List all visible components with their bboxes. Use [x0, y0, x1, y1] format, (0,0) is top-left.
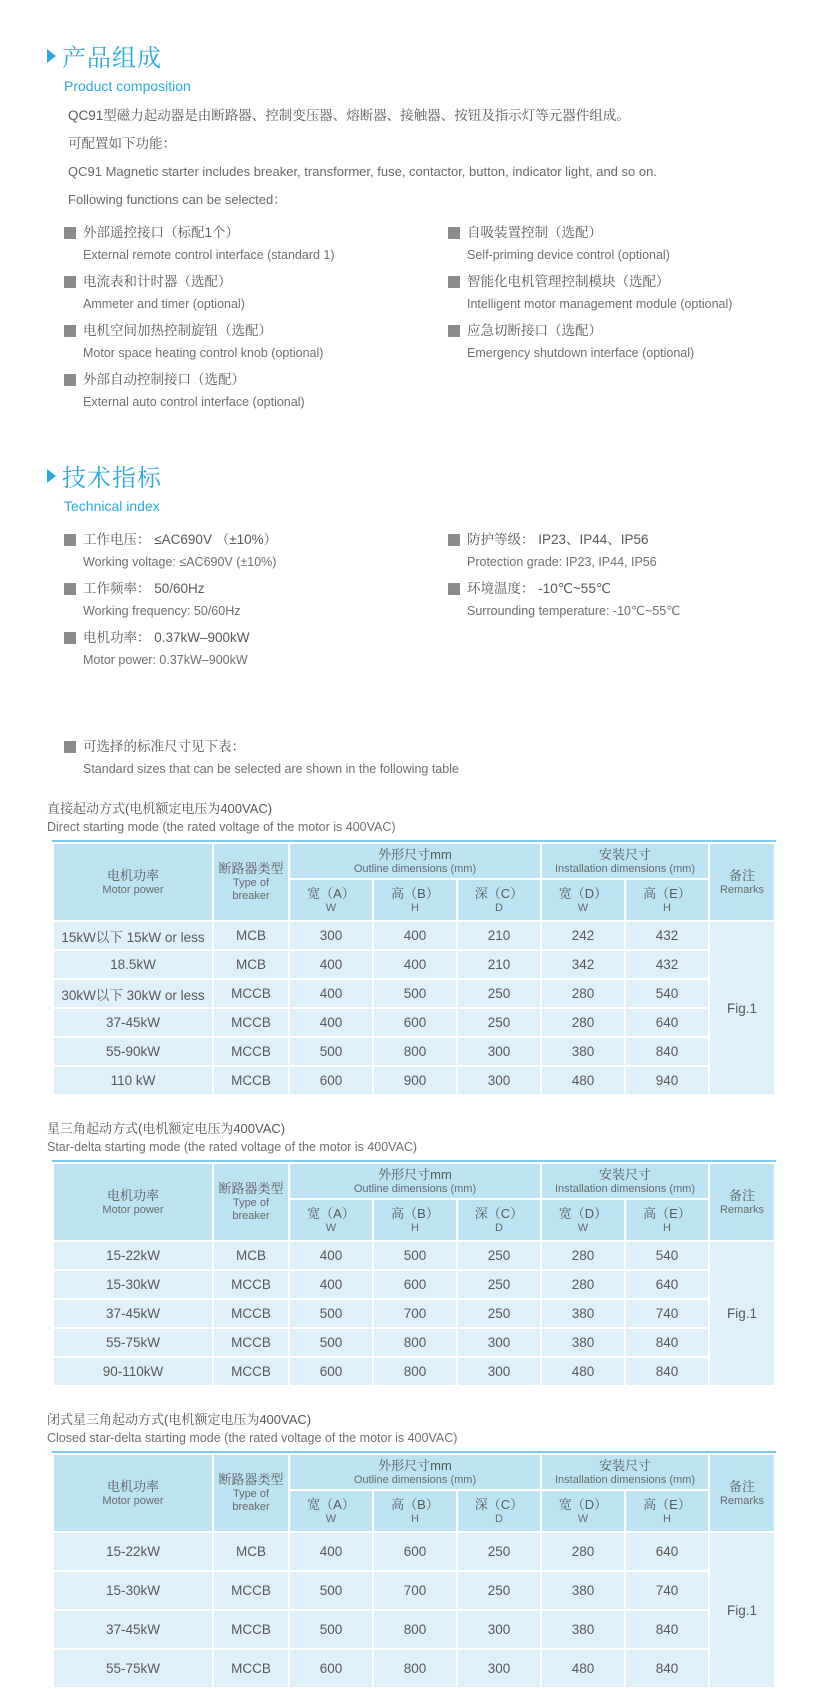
table-cell: MCCB: [214, 1300, 288, 1327]
table-row: [54, 1358, 774, 1385]
spec-list-left: [64, 531, 448, 678]
item-text-en: Emergency shutdown interface (optional): [467, 346, 695, 360]
table-cell: 500: [374, 980, 456, 1007]
bullet-square-icon: [64, 741, 76, 753]
table-cell: 55-75kW: [54, 1329, 212, 1356]
table-cell: 600: [290, 1650, 372, 1687]
feature-list-left: [64, 224, 448, 420]
table-cell: MCCB: [214, 1271, 288, 1298]
section-technical-index-header: [47, 458, 830, 514]
size-table: [52, 842, 776, 1096]
table-cell: 500: [290, 1611, 372, 1648]
item-text-zh: 工作频率： 50/60Hz: [83, 581, 205, 596]
item-zh-line: [448, 580, 830, 598]
table-row: [54, 1009, 774, 1036]
col-header-breaker-type: 断路器类型 Type of breaker: [214, 1455, 288, 1531]
bullet-square-icon: [448, 227, 460, 239]
col-header-breaker-type: 断路器类型 Type of breaker: [214, 1164, 288, 1240]
bullet-square-icon: [448, 583, 460, 595]
table-cell: 300: [458, 1611, 540, 1648]
col-header-installation-dimensions: 安装尺寸 Installation dimensions (mm): [542, 844, 708, 878]
list-item: [64, 371, 448, 410]
bullet-square-icon: [64, 276, 76, 288]
table-cell: 400: [290, 951, 372, 978]
item-zh-line: [64, 322, 448, 340]
item-text-en: External auto control interface (optional): [83, 395, 305, 409]
table-row: [54, 951, 774, 978]
caption-en: Star-delta starting mode (the rated voltage of the motor is 400VAC): [47, 1140, 418, 1154]
item-text-en: Intelligent motor management module (optional): [467, 297, 733, 311]
table-cell: 37-45kW: [54, 1009, 212, 1036]
table-cell: MCCB: [214, 1358, 288, 1385]
col-subheader-dimension: 高（E） H: [626, 1200, 708, 1240]
item-zh-line: [448, 224, 830, 242]
table-cell: 300: [458, 1358, 540, 1385]
item-zh-line: [448, 273, 830, 291]
item-zh-line: [64, 273, 448, 291]
table-cell: 90-110kW: [54, 1358, 212, 1385]
table-cell: MCCB: [214, 1009, 288, 1036]
list-item: [64, 273, 448, 312]
col-subheader-dimension: 高（E） H: [626, 880, 708, 920]
col-subheader-dimension: 深（C） D: [458, 1200, 540, 1240]
col-subheader-dimension: 深（C） D: [458, 880, 540, 920]
table-cell: 640: [626, 1271, 708, 1298]
table-cell: MCB: [214, 922, 288, 949]
item-text-zh: 外部遥控接口（标配1个）: [83, 225, 240, 240]
col-header-breaker-type: 断路器类型 Type of breaker: [214, 844, 288, 920]
item-text-en: Ammeter and timer (optional): [83, 297, 245, 311]
list-item: [64, 224, 448, 263]
intro-paragraph: QC91型磁力起动器是由断路器、控制变压器、熔断器、接触器、按钮及指示灯等元器件组成。: [68, 108, 630, 123]
caption-zh: 星三角起动方式(电机额定电压为400VAC): [47, 1121, 286, 1136]
table-cell: 380: [542, 1611, 624, 1648]
table-cell: 15-22kW: [54, 1242, 212, 1269]
item-text-en: Self-priming device control (optional): [467, 248, 670, 262]
size-table-star-delta: [52, 1160, 776, 1387]
note-text-en: Standard sizes that can be selected are shown in the following table: [83, 762, 459, 776]
bullet-square-icon: [64, 632, 76, 644]
table-cell: 380: [542, 1329, 624, 1356]
list-item: [64, 531, 448, 570]
col-header-motor-power: 电机功率 Motor power: [54, 1164, 212, 1240]
caption-en: Direct starting mode (the rated voltage of the motor is 400VAC): [47, 820, 396, 834]
table-cell: 600: [374, 1533, 456, 1570]
item-zh-line: [448, 531, 830, 549]
item-text-en: External remote control interface (standard 1): [83, 248, 335, 262]
bullet-square-icon: [64, 227, 76, 239]
table-cell: 400: [290, 1533, 372, 1570]
remarks-cell: Fig.1: [710, 1242, 774, 1385]
table-cell: 840: [626, 1329, 708, 1356]
bullet-square-icon: [448, 325, 460, 337]
col-subheader-dimension: 高（E） H: [626, 1491, 708, 1531]
table-cell: 500: [290, 1572, 372, 1609]
list-item: [448, 273, 830, 312]
table-cell: 15-22kW: [54, 1533, 212, 1570]
table-cell: 700: [374, 1572, 456, 1609]
table-cell: 300: [458, 1038, 540, 1065]
item-text-zh: 智能化电机管理控制模块（选配）: [467, 274, 670, 289]
standard-sizes-note: [64, 738, 830, 777]
bullet-square-icon: [448, 276, 460, 288]
section-title-en: Product composition: [64, 78, 191, 94]
table-cell: MCCB: [214, 1611, 288, 1648]
item-zh-line: [64, 580, 448, 598]
table-cell: 18.5kW: [54, 951, 212, 978]
table-cell: 480: [542, 1358, 624, 1385]
table-cell: 432: [626, 922, 708, 949]
table-cell: 280: [542, 1271, 624, 1298]
table-cell: MCB: [214, 1242, 288, 1269]
table-cell: 300: [458, 1650, 540, 1687]
col-header-remarks: 备注 Remarks: [710, 1455, 774, 1531]
table-cell: 500: [290, 1300, 372, 1327]
col-header-outline-dimensions: 外形尺寸mm Outline dimensions (mm): [290, 1455, 540, 1489]
caption-zh: 闭式星三角起动方式(电机额定电压为400VAC): [47, 1412, 312, 1427]
table-cell: 250: [458, 1242, 540, 1269]
table-row: [54, 922, 774, 949]
item-text-en: Motor space heating control knob (optional): [83, 346, 324, 360]
col-subheader-dimension: 高（B） H: [374, 1200, 456, 1240]
list-item: [448, 224, 830, 263]
size-table-direct-start: [52, 840, 776, 1096]
list-item: [64, 580, 448, 619]
list-item: [448, 322, 830, 361]
table-cell: 30kW以下 30kW or less: [54, 980, 212, 1007]
table-cell: 480: [542, 1650, 624, 1687]
spec-list-right: [448, 531, 830, 629]
section-title-row: [47, 458, 830, 493]
col-subheader-dimension: 宽（A） W: [290, 1491, 372, 1531]
item-text-en: Working frequency: 50/60Hz: [83, 604, 241, 618]
bullet-square-icon: [64, 374, 76, 386]
intro-paragraph: Following functions can be selected：: [68, 192, 287, 207]
col-subheader-dimension: 宽（D） W: [542, 1200, 624, 1240]
intro-paragraphs: [68, 108, 830, 207]
remarks-cell: Fig.1: [710, 922, 774, 1094]
feature-columns: [64, 224, 830, 420]
item-text-zh: 环境温度： -10℃~55℃: [467, 581, 611, 596]
table-cell: 210: [458, 951, 540, 978]
caption-en: Closed star-delta starting mode (the rated voltage of the motor is 400VAC): [47, 1431, 458, 1445]
item-text-zh: 外部自动控制接口（选配）: [83, 372, 245, 387]
table-cell: 700: [374, 1300, 456, 1327]
note-zh: [64, 738, 830, 756]
col-header-outline-dimensions: 外形尺寸mm Outline dimensions (mm): [290, 1164, 540, 1198]
table-row: [54, 1038, 774, 1065]
list-item: [448, 531, 830, 570]
table-cell: 300: [458, 1329, 540, 1356]
item-text-en: Motor power: 0.37kW–900kW: [83, 653, 248, 667]
table-cell: 432: [626, 951, 708, 978]
bullet-square-icon: [448, 534, 460, 546]
table-cell: 300: [458, 1067, 540, 1094]
table-cell: 110 kW: [54, 1067, 212, 1094]
table-cell: 280: [542, 1533, 624, 1570]
table-row: [54, 1242, 774, 1269]
table-cell: 480: [542, 1067, 624, 1094]
table-cell: MCCB: [214, 1329, 288, 1356]
table-cell: 250: [458, 1009, 540, 1036]
table-row: [54, 1533, 774, 1570]
table-cell: 740: [626, 1300, 708, 1327]
col-subheader-dimension: 宽（D） W: [542, 880, 624, 920]
table-cell: 600: [374, 1009, 456, 1036]
item-zh-line: [64, 531, 448, 549]
table-cell: 380: [542, 1038, 624, 1065]
table-row: [54, 1611, 774, 1648]
table-cell: 37-45kW: [54, 1611, 212, 1648]
item-text-en: Surrounding temperature: -10℃~55℃: [467, 604, 681, 618]
table-cell: 250: [458, 1572, 540, 1609]
table-cell: 400: [290, 1271, 372, 1298]
table-cell: MCB: [214, 1533, 288, 1570]
col-subheader-dimension: 高（B） H: [374, 1491, 456, 1531]
item-text-en: Working voltage: ≤AC690V (±10%): [83, 555, 277, 569]
list-item: [448, 580, 830, 619]
table-cell: 380: [542, 1572, 624, 1609]
table-row: [54, 1329, 774, 1356]
item-text-zh: 自吸装置控制（选配）: [467, 225, 602, 240]
table-cell: MCCB: [214, 1038, 288, 1065]
table-cell: 800: [374, 1611, 456, 1648]
bullet-square-icon: [64, 583, 76, 595]
table-row: [54, 1067, 774, 1094]
table-cell: 250: [458, 980, 540, 1007]
size-table: [52, 1453, 776, 1689]
table-cell: 400: [290, 1009, 372, 1036]
table-cell: 540: [626, 1242, 708, 1269]
table-cell: 55-90kW: [54, 1038, 212, 1065]
table-cell: MCCB: [214, 1067, 288, 1094]
section-arrow-icon: [47, 49, 56, 63]
table-cell: 300: [290, 922, 372, 949]
table-cell: 380: [542, 1300, 624, 1327]
table-cell: 500: [290, 1329, 372, 1356]
table-cell: 250: [458, 1271, 540, 1298]
table-cell: 250: [458, 1300, 540, 1327]
spec-columns: [64, 531, 830, 678]
table-cell: 400: [374, 922, 456, 949]
table-cell: 600: [290, 1358, 372, 1385]
size-table: [52, 1162, 776, 1387]
table-cell: 280: [542, 1242, 624, 1269]
item-text-zh: 防护等级： IP23、IP44、IP56: [467, 532, 649, 547]
col-subheader-dimension: 宽（A） W: [290, 880, 372, 920]
bullet-square-icon: [64, 325, 76, 337]
intro-paragraph: 可配置如下功能：: [68, 136, 176, 151]
col-header-installation-dimensions: 安装尺寸 Installation dimensions (mm): [542, 1455, 708, 1489]
table-row: [54, 1572, 774, 1609]
table-cell: 400: [374, 951, 456, 978]
table-cell: 37-45kW: [54, 1300, 212, 1327]
section-title-row: [47, 38, 830, 73]
item-text-en: Protection grade: IP23, IP44, IP56: [467, 555, 657, 569]
table-cell: 280: [542, 1009, 624, 1036]
table-cell: MCCB: [214, 980, 288, 1007]
table-cell: MCB: [214, 951, 288, 978]
table-cell: 500: [374, 1242, 456, 1269]
table-cell: 15-30kW: [54, 1271, 212, 1298]
table-cell: 740: [626, 1572, 708, 1609]
caption-zh: 直接起动方式(电机额定电压为400VAC): [47, 801, 273, 816]
col-header-motor-power: 电机功率 Motor power: [54, 1455, 212, 1531]
table-caption-star-delta: [47, 1121, 830, 1155]
item-text-zh: 工作电压： ≤AC690V （±10%）: [83, 532, 278, 547]
section-title-en: Technical index: [64, 498, 160, 514]
remarks-cell: Fig.1: [710, 1533, 774, 1687]
table-cell: 800: [374, 1329, 456, 1356]
size-table-closed-star-delta: [52, 1451, 776, 1689]
table-cell: 342: [542, 951, 624, 978]
table-row: [54, 1650, 774, 1687]
intro-paragraph: QC91 Magnetic starter includes breaker, transformer, fuse, contactor, button, indicator light, and so on.: [68, 164, 657, 179]
table-cell: 800: [374, 1650, 456, 1687]
table-cell: MCCB: [214, 1650, 288, 1687]
list-item: [64, 629, 448, 668]
col-subheader-dimension: 高（B） H: [374, 880, 456, 920]
table-cell: 840: [626, 1611, 708, 1648]
item-zh-line: [64, 371, 448, 389]
table-cell: 400: [290, 1242, 372, 1269]
table-cell: 15-30kW: [54, 1572, 212, 1609]
table-cell: MCCB: [214, 1572, 288, 1609]
col-header-installation-dimensions: 安装尺寸 Installation dimensions (mm): [542, 1164, 708, 1198]
item-text-zh: 电机功率： 0.37kW–900kW: [83, 630, 250, 645]
table-cell: 600: [290, 1067, 372, 1094]
table-cell: 55-75kW: [54, 1650, 212, 1687]
table-row: [54, 980, 774, 1007]
table-cell: 840: [626, 1038, 708, 1065]
table-caption-direct-start: [47, 801, 830, 835]
col-subheader-dimension: 宽（A） W: [290, 1200, 372, 1240]
table-row: [54, 1300, 774, 1327]
item-zh-line: [448, 322, 830, 340]
item-text-zh: 电流表和计时器（选配）: [83, 274, 232, 289]
table-row: [54, 1271, 774, 1298]
table-cell: 640: [626, 1009, 708, 1036]
col-header-outline-dimensions: 外形尺寸mm Outline dimensions (mm): [290, 844, 540, 878]
section-title-zh: 产品组成: [62, 45, 162, 72]
section-title-zh: 技术指标: [62, 465, 162, 492]
list-item: [64, 322, 448, 361]
table-cell: 400: [290, 980, 372, 1007]
table-cell: 15kW以下 15kW or less: [54, 922, 212, 949]
table-cell: 600: [374, 1271, 456, 1298]
col-header-motor-power: 电机功率 Motor power: [54, 844, 212, 920]
col-header-remarks: 备注 Remarks: [710, 1164, 774, 1240]
item-zh-line: [64, 224, 448, 242]
table-cell: 210: [458, 922, 540, 949]
table-cell: 800: [374, 1038, 456, 1065]
col-subheader-dimension: 宽（D） W: [542, 1491, 624, 1531]
table-cell: 840: [626, 1650, 708, 1687]
table-cell: 242: [542, 922, 624, 949]
table-cell: 250: [458, 1533, 540, 1570]
table-cell: 640: [626, 1533, 708, 1570]
item-text-zh: 应急切断接口（选配）: [467, 323, 602, 338]
col-subheader-dimension: 深（C） D: [458, 1491, 540, 1531]
table-caption-closed-star-delta: [47, 1412, 830, 1446]
section-product-composition-header: [47, 0, 830, 94]
col-header-remarks: 备注 Remarks: [710, 844, 774, 920]
note-text-zh: 可选择的标准尺寸见下表：: [83, 739, 245, 754]
bullet-square-icon: [64, 534, 76, 546]
feature-list-right: [448, 224, 830, 371]
table-cell: 900: [374, 1067, 456, 1094]
table-cell: 800: [374, 1358, 456, 1385]
table-cell: 540: [626, 980, 708, 1007]
section-arrow-icon: [47, 469, 56, 483]
table-cell: 940: [626, 1067, 708, 1094]
table-cell: 500: [290, 1038, 372, 1065]
item-zh-line: [64, 629, 448, 647]
table-cell: 280: [542, 980, 624, 1007]
item-text-zh: 电机空间加热控制旋钮（选配）: [83, 323, 272, 338]
table-cell: 840: [626, 1358, 708, 1385]
